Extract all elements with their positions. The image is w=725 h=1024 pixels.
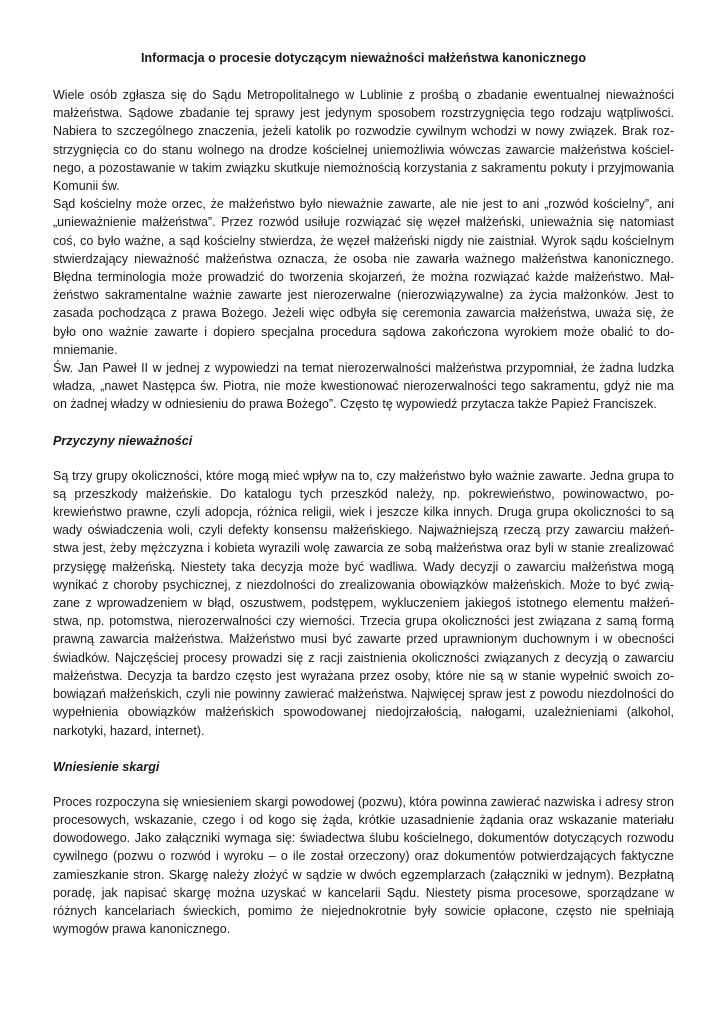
intro-paragraph: Św. Jan Paweł II w jednej z wypowiedzi na temat nierozerwalności małżeństwa przypomniał, że żadna ludzka władza, „nawet Następca św. Piotra, nie może kwestionować nierozerwalności tego sakramentu, gdyż nie ma on żadnej władzy w odniesieniu do prawa Bożego”. Często tę wypowiedź przytacza także Papież Franciszek. xyxy=(53,361,674,412)
section-heading-complaint: Wniesienie skargi xyxy=(53,759,160,774)
section-text-causes: Są trzy grupy okoliczności, które mogą mieć wpływ na to, czy małżeństwo było ważnie zawarte. Jedna grupa to są przeszkody małżeńskie. Do katalogu tych przeszkód należy, np. pokrewieństwo, powinowactwo, pokrewieństwo prawne, czyli adopcja, różnica religii, wiek i jeszcze kilka innych. Druga grupa okoliczności to są wady oświadczenia woli, czyli defekty konsensu małżeńskiego. Najważniejszą rzeczą przy zawarciu małżeństwa jest, żeby mężczyzna i kobieta wyrazili wolę zawarcia ze sobą małżeństwa oraz byli w stanie zrealizować przysięgę małżeńską. Niestety taka decyzja może być wadliwa. Wady decyzji o zawarciu małżeństwa mogą wynikać z choroby psychicznej, z niezdolności do zrealizowania obowiązków małżeńskich. Może to być związane z wprowadzeniem w błąd, oszustwem, podstępem, wykluczeniem jakiegoś istotnego elementu małżeństwa, np. potomstwa, nierozerwalności czy wierności. Trzecia grupa okoliczności jest związana z samą formą prawną zawarcia małżeństwa. Małżeństwo musi być zawarte przed uprawnionym duchownym i w obecności świadków. Najczęściej procesy prowadzi się z racji zaistnienia okoliczności związanych z decyzją o zawarciu małżeństwa. Decyzja ta bardzo często jest wyrażana przez osoby, które nie są w stanie wypełnić swoich zobowiązań małżeńskich, czyli nie powinny zawierać małżeństwa. Najwięcej spraw jest z powodu niezdolności do wypełnienia obowiązków małżeńskich spowodowanej niedojrzałością, nałogami, uzależnieniami (alkohol, narkotyki, hazard, internet). xyxy=(53,468,674,738)
section-heading-causes: Przyczyny nieważności xyxy=(53,433,193,448)
section-text-complaint: Proces rozpoczyna się wniesieniem skargi powodowej (pozwu), która powinna zawierać nazwiska i adresy stron procesowych, wskazanie, czego i od kogo się żąda, krótkie uzasadnienie żądania oraz wskazanie materiału dowodowego. Jako załączniki wymaga się: świadectwa ślubu kościelnego, dokumentów dotyczących rozwodu cywilnego (pozwu o rozwód i wyroku – o ile został orzeczony) oraz dokumentów potwierdzających faktyczne zamieszkanie stron. Skargę należy złożyć w sądzie w dwóch egzemplarzach (załączniki w jednym). Bezpłatną poradę, jak napisać skargę można uzyskać w kancelarii Sądu. Niestety pisma procesowe, sporządzane w różnych kancelariach świeckich, pomimo że niejednokrotnie były sowicie opłacone, często nie spełniają wymogów prawa kanonicznego. xyxy=(53,794,674,937)
document-title: Informacja o procesie dotyczącym nieważności małżeństwa kanonicznego xyxy=(140,51,587,65)
intro-paragraph: Wiele osób zgłasza się do Sądu Metropolitalnego w Lublinie z prośbą o zbadanie ewentualnej nieważności małżeństwa. Sądowe zbadanie tej sprawy jest jedynym sposobem rozstrzygnięcia tego rodzaju wątpliwości. Nabiera to szczególnego znaczenia, jeżeli katolik po rozwodzie cywilnym wchodzi w nowy związek. Brak rozstrzygnięcia co do stanu wolnego na drodze kościelnej uniemożliwia wówczas zawarcie małżeństwa kościelnego, a pozostawanie w takim związku skutkuje niemożnością korzystania z sakramentu pokuty i przyjmowania Komunii św. xyxy=(53,88,674,194)
intro-paragraph: Sąd kościelny może orzec, że małżeństwo było nieważnie zawarte, ale nie jest to ani „rozwód kościelny”, ani „unieważnienie małżeństwa”. Przez rozwód usiłuje rozwiązać się węzeł małżeński, unieważnia się natomiast coś, co było ważne, a sąd kościelny stwierdza, że węzeł małżeński nigdy nie zaistniał. Wyrok sądu kościelnym stwierdzający nieważność małżeństwa oznacza, że osoba nie zawarła ważnego małżeństwa kanonicznego. Błędna terminologia może prowadzić do tworzenia skojarzeń, że można rozwiązać każde małżeństwo. Małżeństwo sakramentalne ważnie zawarte jest nierozerwalne (nierozwiązywalne) za życia małżonków. Jest to zasada pochodząca z prawa Bożego. Jeżeli więc odbyła się ceremonia zawarcia małżeństwa, uważa się, że było ono ważnie zawarte i dopiero specjalna procedura sądowa zakończona wyrokiem może obalić to domniemanie. xyxy=(53,197,674,357)
